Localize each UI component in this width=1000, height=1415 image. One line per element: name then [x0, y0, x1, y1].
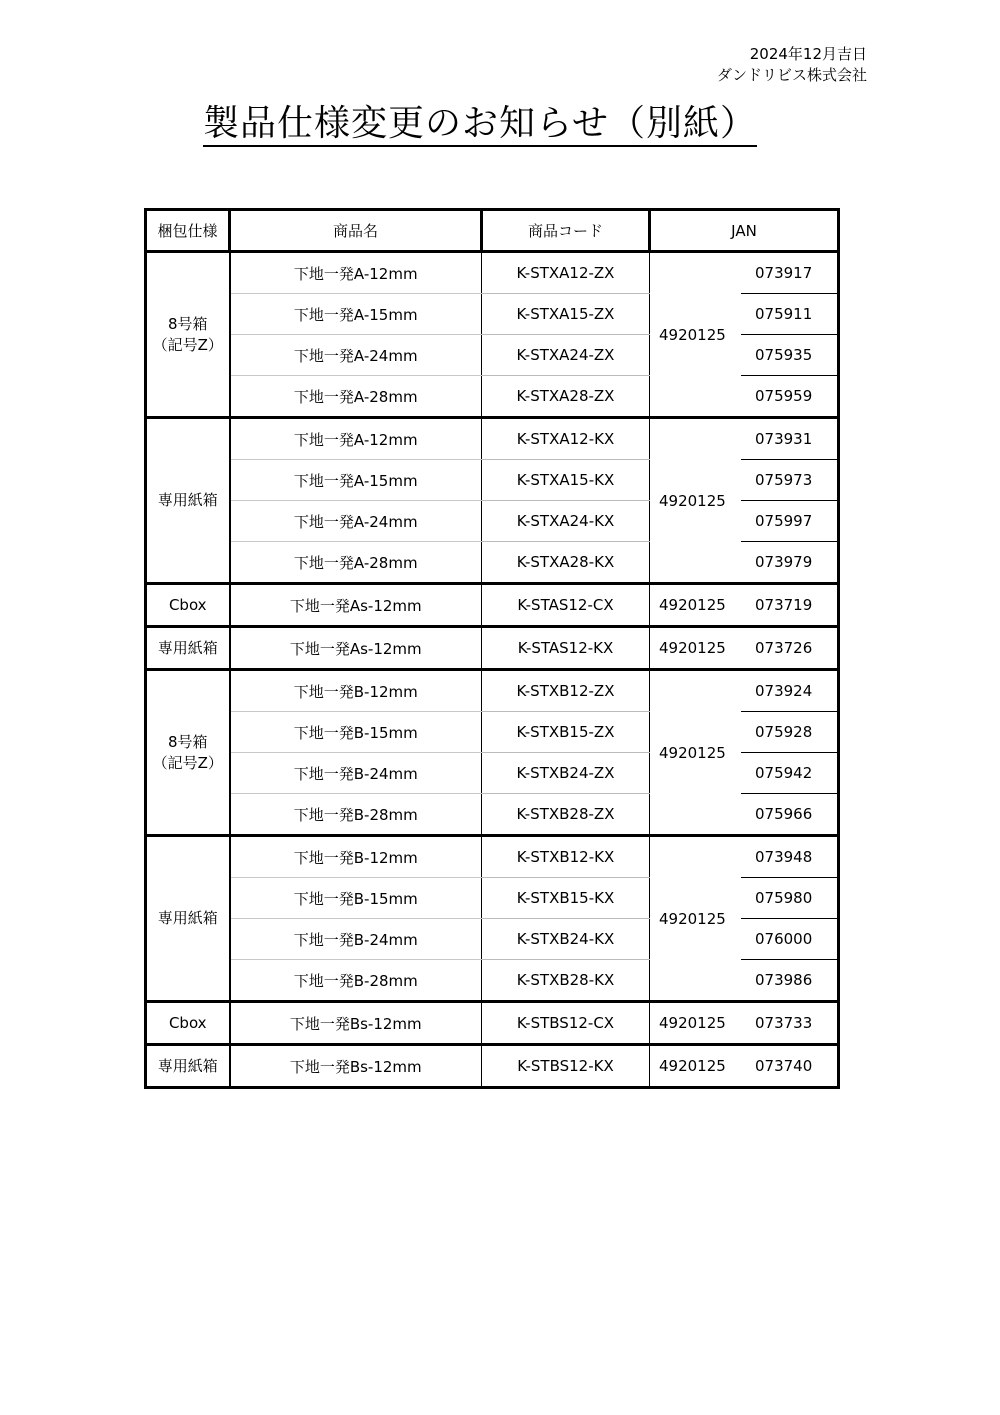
product-name-cell: 下地一発B-12mm — [230, 670, 482, 712]
product-code-cell: K-STXA12-KX — [482, 418, 650, 460]
jan-prefix-cell: 4920125 — [650, 670, 742, 836]
header-jan: JAN — [650, 210, 839, 252]
jan-suffix-cell: 073924 — [741, 670, 839, 712]
product-name-cell: 下地一発A-15mm — [230, 460, 482, 501]
packaging-label: 専用紙箱 — [157, 1056, 218, 1075]
product-code-cell: K-STXB24-ZX — [482, 753, 650, 794]
product-code-cell: K-STXA15-KX — [482, 460, 650, 501]
jan-suffix-cell: 075935 — [741, 335, 839, 376]
header-product-name: 商品名 — [230, 210, 482, 252]
product-code-cell: K-STXA12-ZX — [482, 252, 650, 294]
product-name-cell: 下地一発A-28mm — [230, 542, 482, 584]
page-title: 製品仕様変更のお知らせ（別紙） — [203, 103, 757, 147]
product-code-cell: K-STXA28-ZX — [482, 376, 650, 418]
jan-suffix-cell: 075928 — [741, 712, 839, 753]
jan-suffix-cell: 075973 — [741, 460, 839, 501]
product-code-cell: K-STAS12-KX — [482, 627, 650, 670]
product-name-cell: 下地一発B-24mm — [230, 753, 482, 794]
jan-suffix-cell: 075997 — [741, 501, 839, 542]
jan-suffix-cell: 076000 — [741, 919, 839, 960]
product-code-cell: K-STXB28-ZX — [482, 794, 650, 836]
jan-suffix-cell: 075980 — [741, 878, 839, 919]
product-code-cell: K-STXB15-KX — [482, 878, 650, 919]
jan-suffix-cell: 073726 — [741, 627, 839, 670]
jan-prefix-cell: 4920125 — [650, 584, 742, 627]
product-name-cell: 下地一発B-28mm — [230, 794, 482, 836]
product-spec-table — [144, 208, 840, 1089]
jan-prefix-cell: 4920125 — [650, 627, 742, 670]
product-code-cell: K-STXB28-KX — [482, 960, 650, 1002]
packaging-label: Cbox — [168, 1013, 207, 1032]
product-code-cell: K-STBS12-CX — [482, 1002, 650, 1045]
table-row — [146, 1045, 839, 1088]
jan-suffix-cell: 073917 — [741, 252, 839, 294]
product-code-cell: K-STXA24-ZX — [482, 335, 650, 376]
product-code-cell: K-STBS12-KX — [482, 1045, 650, 1088]
product-name-cell: 下地一発Bs-12mm — [230, 1045, 482, 1088]
packaging-cell — [146, 627, 230, 670]
product-code-cell: K-STXA15-ZX — [482, 294, 650, 335]
jan-suffix-cell: 073931 — [741, 418, 839, 460]
packaging-cell — [146, 252, 230, 418]
product-code-cell: K-STXB15-ZX — [482, 712, 650, 753]
product-code-cell: K-STXB24-KX — [482, 919, 650, 960]
table-header-row — [146, 210, 839, 252]
packaging-label: 専用紙箱 — [157, 909, 218, 927]
table-row — [146, 670, 839, 712]
packaging-cell — [146, 1045, 230, 1088]
packaging-cell — [146, 418, 230, 584]
product-code-cell: K-STXA24-KX — [482, 501, 650, 542]
product-code-cell: K-STAS12-CX — [482, 584, 650, 627]
jan-suffix-cell: 073979 — [741, 542, 839, 584]
product-name-cell: 下地一発A-12mm — [230, 252, 482, 294]
jan-suffix-cell: 075959 — [741, 376, 839, 418]
jan-suffix-cell: 073733 — [741, 1002, 839, 1045]
product-name-cell: 下地一発As-12mm — [230, 584, 482, 627]
packaging-sublabel: （記号Z） — [152, 753, 223, 772]
packaging-label: 専用紙箱 — [157, 638, 218, 657]
jan-suffix-cell: 075911 — [741, 294, 839, 335]
table-row — [146, 836, 839, 878]
packaging-label: 8号箱 — [167, 314, 208, 333]
table-row — [146, 1002, 839, 1045]
jan-suffix-cell: 073986 — [741, 960, 839, 1002]
jan-prefix-cell: 4920125 — [650, 418, 742, 584]
packaging-label: Cbox — [168, 595, 207, 614]
table-row — [146, 252, 839, 294]
jan-prefix-cell: 4920125 — [650, 252, 742, 418]
product-code-cell: K-STXA28-KX — [482, 542, 650, 584]
product-name-cell: 下地一発B-28mm — [230, 960, 482, 1002]
packaging-label: 8号箱 — [167, 732, 208, 751]
jan-suffix-cell: 075942 — [741, 753, 839, 794]
header-packaging: 梱包仕様 — [146, 210, 230, 252]
product-code-cell: K-STXB12-KX — [482, 836, 650, 878]
product-name-cell: 下地一発As-12mm — [230, 627, 482, 670]
table-row — [146, 584, 839, 627]
packaging-cell — [146, 670, 230, 836]
jan-suffix-cell: 073948 — [741, 836, 839, 878]
company-name: ダンドリビス株式会社 — [716, 66, 867, 84]
product-name-cell: 下地一発Bs-12mm — [230, 1002, 482, 1045]
issue-date: 2024年12月吉日 — [749, 45, 867, 63]
document-meta — [717, 44, 867, 86]
packaging-cell — [146, 836, 230, 1002]
product-name-cell: 下地一発A-28mm — [230, 376, 482, 418]
jan-suffix-cell: 073719 — [741, 584, 839, 627]
product-name-cell: 下地一発B-15mm — [230, 712, 482, 753]
product-name-cell: 下地一発A-12mm — [230, 418, 482, 460]
table-body — [146, 252, 839, 1088]
packaging-cell — [146, 1002, 230, 1045]
jan-prefix-cell: 4920125 — [650, 1002, 742, 1045]
product-name-cell: 下地一発A-24mm — [230, 335, 482, 376]
product-name-cell: 下地一発B-12mm — [230, 836, 482, 878]
product-name-cell: 下地一発B-24mm — [230, 919, 482, 960]
packaging-cell — [146, 584, 230, 627]
header-product-code: 商品コード — [482, 210, 650, 252]
product-name-cell: 下地一発A-15mm — [230, 294, 482, 335]
packaging-label: 専用紙箱 — [157, 491, 218, 509]
table-row — [146, 418, 839, 460]
jan-suffix-cell: 075966 — [741, 794, 839, 836]
packaging-sublabel: （記号Z） — [152, 335, 223, 354]
jan-prefix-cell: 4920125 — [650, 1045, 742, 1088]
page-title-wrapper — [0, 100, 960, 148]
table-row — [146, 627, 839, 670]
product-name-cell: 下地一発A-24mm — [230, 501, 482, 542]
jan-prefix-cell: 4920125 — [650, 836, 742, 1002]
product-code-cell: K-STXB12-ZX — [482, 670, 650, 712]
product-name-cell: 下地一発B-15mm — [230, 878, 482, 919]
jan-suffix-cell: 073740 — [741, 1045, 839, 1088]
